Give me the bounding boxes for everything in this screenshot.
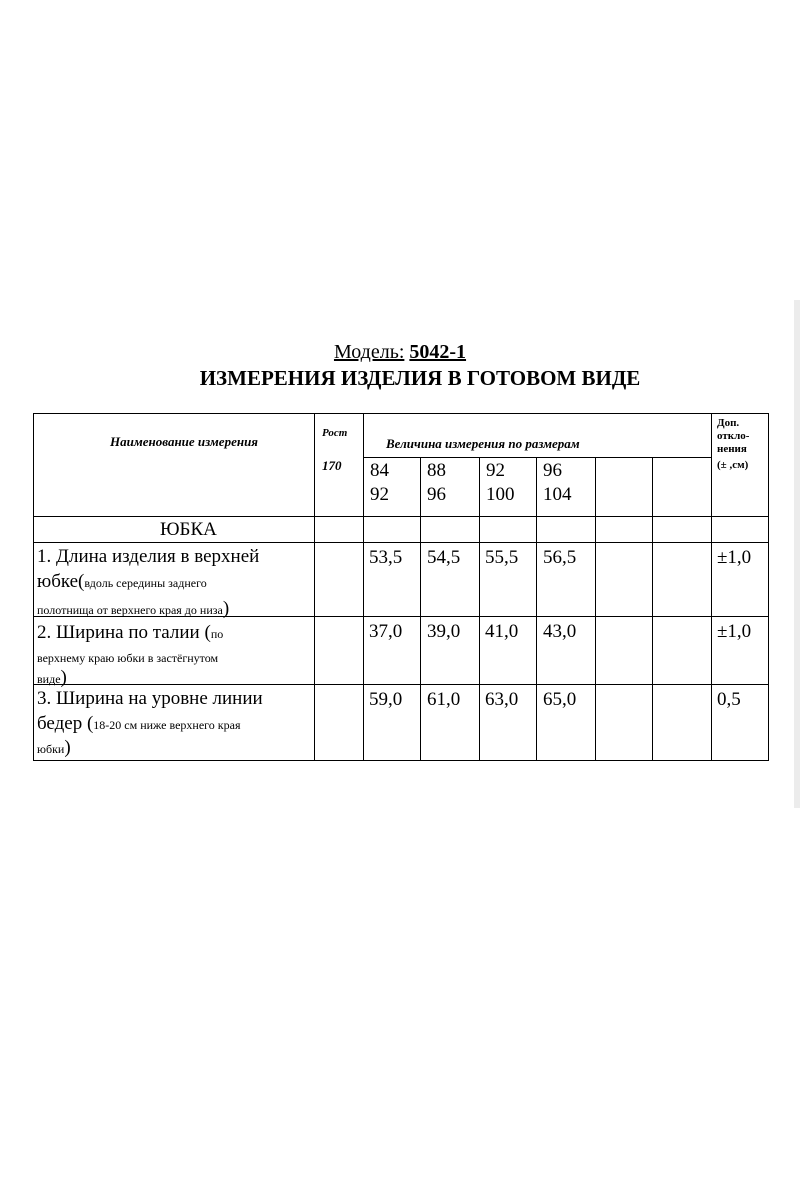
header-deviation-line4: (± ,см) bbox=[717, 459, 749, 471]
row-label-note: верхнему краю юбки в застёгнутом bbox=[37, 651, 219, 665]
section-title: ЮБКА bbox=[160, 519, 217, 540]
col-line-name bbox=[314, 413, 315, 761]
header-deviation bbox=[717, 417, 749, 472]
row-label bbox=[37, 544, 259, 623]
row-label-tail: ) bbox=[64, 737, 71, 758]
size-bottom: 96 bbox=[427, 484, 446, 505]
value-cell: 56,5 bbox=[543, 547, 577, 568]
size-top: 96 bbox=[543, 460, 562, 481]
header-deviation-line3: нения bbox=[717, 443, 747, 455]
size-top: 88 bbox=[427, 460, 446, 481]
col-line-size3 bbox=[536, 457, 537, 761]
deviation-cell: ±1,0 bbox=[717, 621, 752, 642]
col-line-size2 bbox=[479, 457, 480, 761]
row-label-note: по bbox=[210, 627, 224, 641]
value-cell: 65,0 bbox=[543, 689, 577, 710]
value-cell: 59,0 bbox=[369, 689, 403, 710]
header-height-value: 170 bbox=[322, 458, 342, 473]
row-label-tail: ) bbox=[222, 598, 230, 619]
row-label-main: бедер ( bbox=[37, 713, 94, 734]
model-title bbox=[0, 339, 800, 365]
row-label-main: юбке( bbox=[37, 571, 85, 592]
page-heading: ИЗМЕРЕНИЯ ИЗДЕЛИЯ В ГОТОВОМ ВИДЕ bbox=[199, 366, 641, 390]
header-deviation-line1: Доп. bbox=[717, 417, 740, 429]
row-label-note: полотнища от верхнего края до низа bbox=[37, 603, 223, 617]
size-header bbox=[486, 459, 515, 507]
row-label bbox=[37, 686, 263, 759]
header-height-label: Рост bbox=[322, 427, 348, 439]
size-header bbox=[543, 459, 572, 507]
col-line-size4 bbox=[595, 457, 596, 761]
section-bottom-line bbox=[33, 542, 769, 543]
row-label-tail: ) bbox=[60, 667, 67, 688]
size-top: 84 bbox=[370, 460, 389, 481]
row-label-line1: 1. Длина изделия в верхней bbox=[37, 546, 260, 567]
header-bottom-line bbox=[33, 516, 769, 517]
col-line-size5 bbox=[652, 457, 653, 761]
value-cell: 53,5 bbox=[369, 547, 403, 568]
sizes-header-line bbox=[363, 457, 711, 458]
col-line-height bbox=[363, 413, 364, 761]
table-border-bottom bbox=[33, 760, 769, 761]
size-top: 92 bbox=[486, 460, 505, 481]
size-bottom: 92 bbox=[370, 484, 389, 505]
table-border-top bbox=[33, 413, 769, 414]
header-name: Наименование измерения bbox=[110, 434, 258, 449]
row-label-note: юбки bbox=[37, 742, 65, 756]
row-label-main: 2. Ширина по талии ( bbox=[37, 622, 211, 643]
value-cell: 54,5 bbox=[427, 547, 461, 568]
model-label: Модель: bbox=[333, 341, 405, 363]
model-number: 5042-1 bbox=[409, 341, 467, 363]
row-label-line1: 3. Ширина на уровне линии bbox=[37, 688, 263, 709]
row-label-note: вдоль середины заднего bbox=[84, 576, 207, 590]
size-bottom: 100 bbox=[486, 484, 515, 505]
value-cell: 41,0 bbox=[485, 621, 519, 642]
table-border-left bbox=[33, 413, 34, 761]
row-label-note: 18-20 см ниже верхнего края bbox=[93, 718, 241, 732]
size-header bbox=[370, 459, 389, 507]
table-border-right bbox=[768, 413, 769, 761]
header-deviation-line2: откло- bbox=[717, 430, 750, 442]
size-header bbox=[427, 459, 446, 507]
row-label bbox=[37, 620, 223, 689]
value-cell: 61,0 bbox=[427, 689, 461, 710]
value-cell: 43,0 bbox=[543, 621, 577, 642]
row-label-note: виде bbox=[37, 672, 61, 686]
value-cell: 63,0 bbox=[485, 689, 519, 710]
deviation-cell: ±1,0 bbox=[717, 547, 752, 568]
col-line-size1 bbox=[420, 457, 421, 761]
value-cell: 39,0 bbox=[427, 621, 461, 642]
value-cell: 37,0 bbox=[369, 621, 403, 642]
header-sizes-label: Величина измерения по размерам bbox=[386, 436, 580, 451]
value-cell: 55,5 bbox=[485, 547, 519, 568]
size-bottom: 104 bbox=[543, 484, 572, 505]
col-line-deviation bbox=[711, 413, 712, 761]
deviation-cell: 0,5 bbox=[717, 689, 741, 710]
